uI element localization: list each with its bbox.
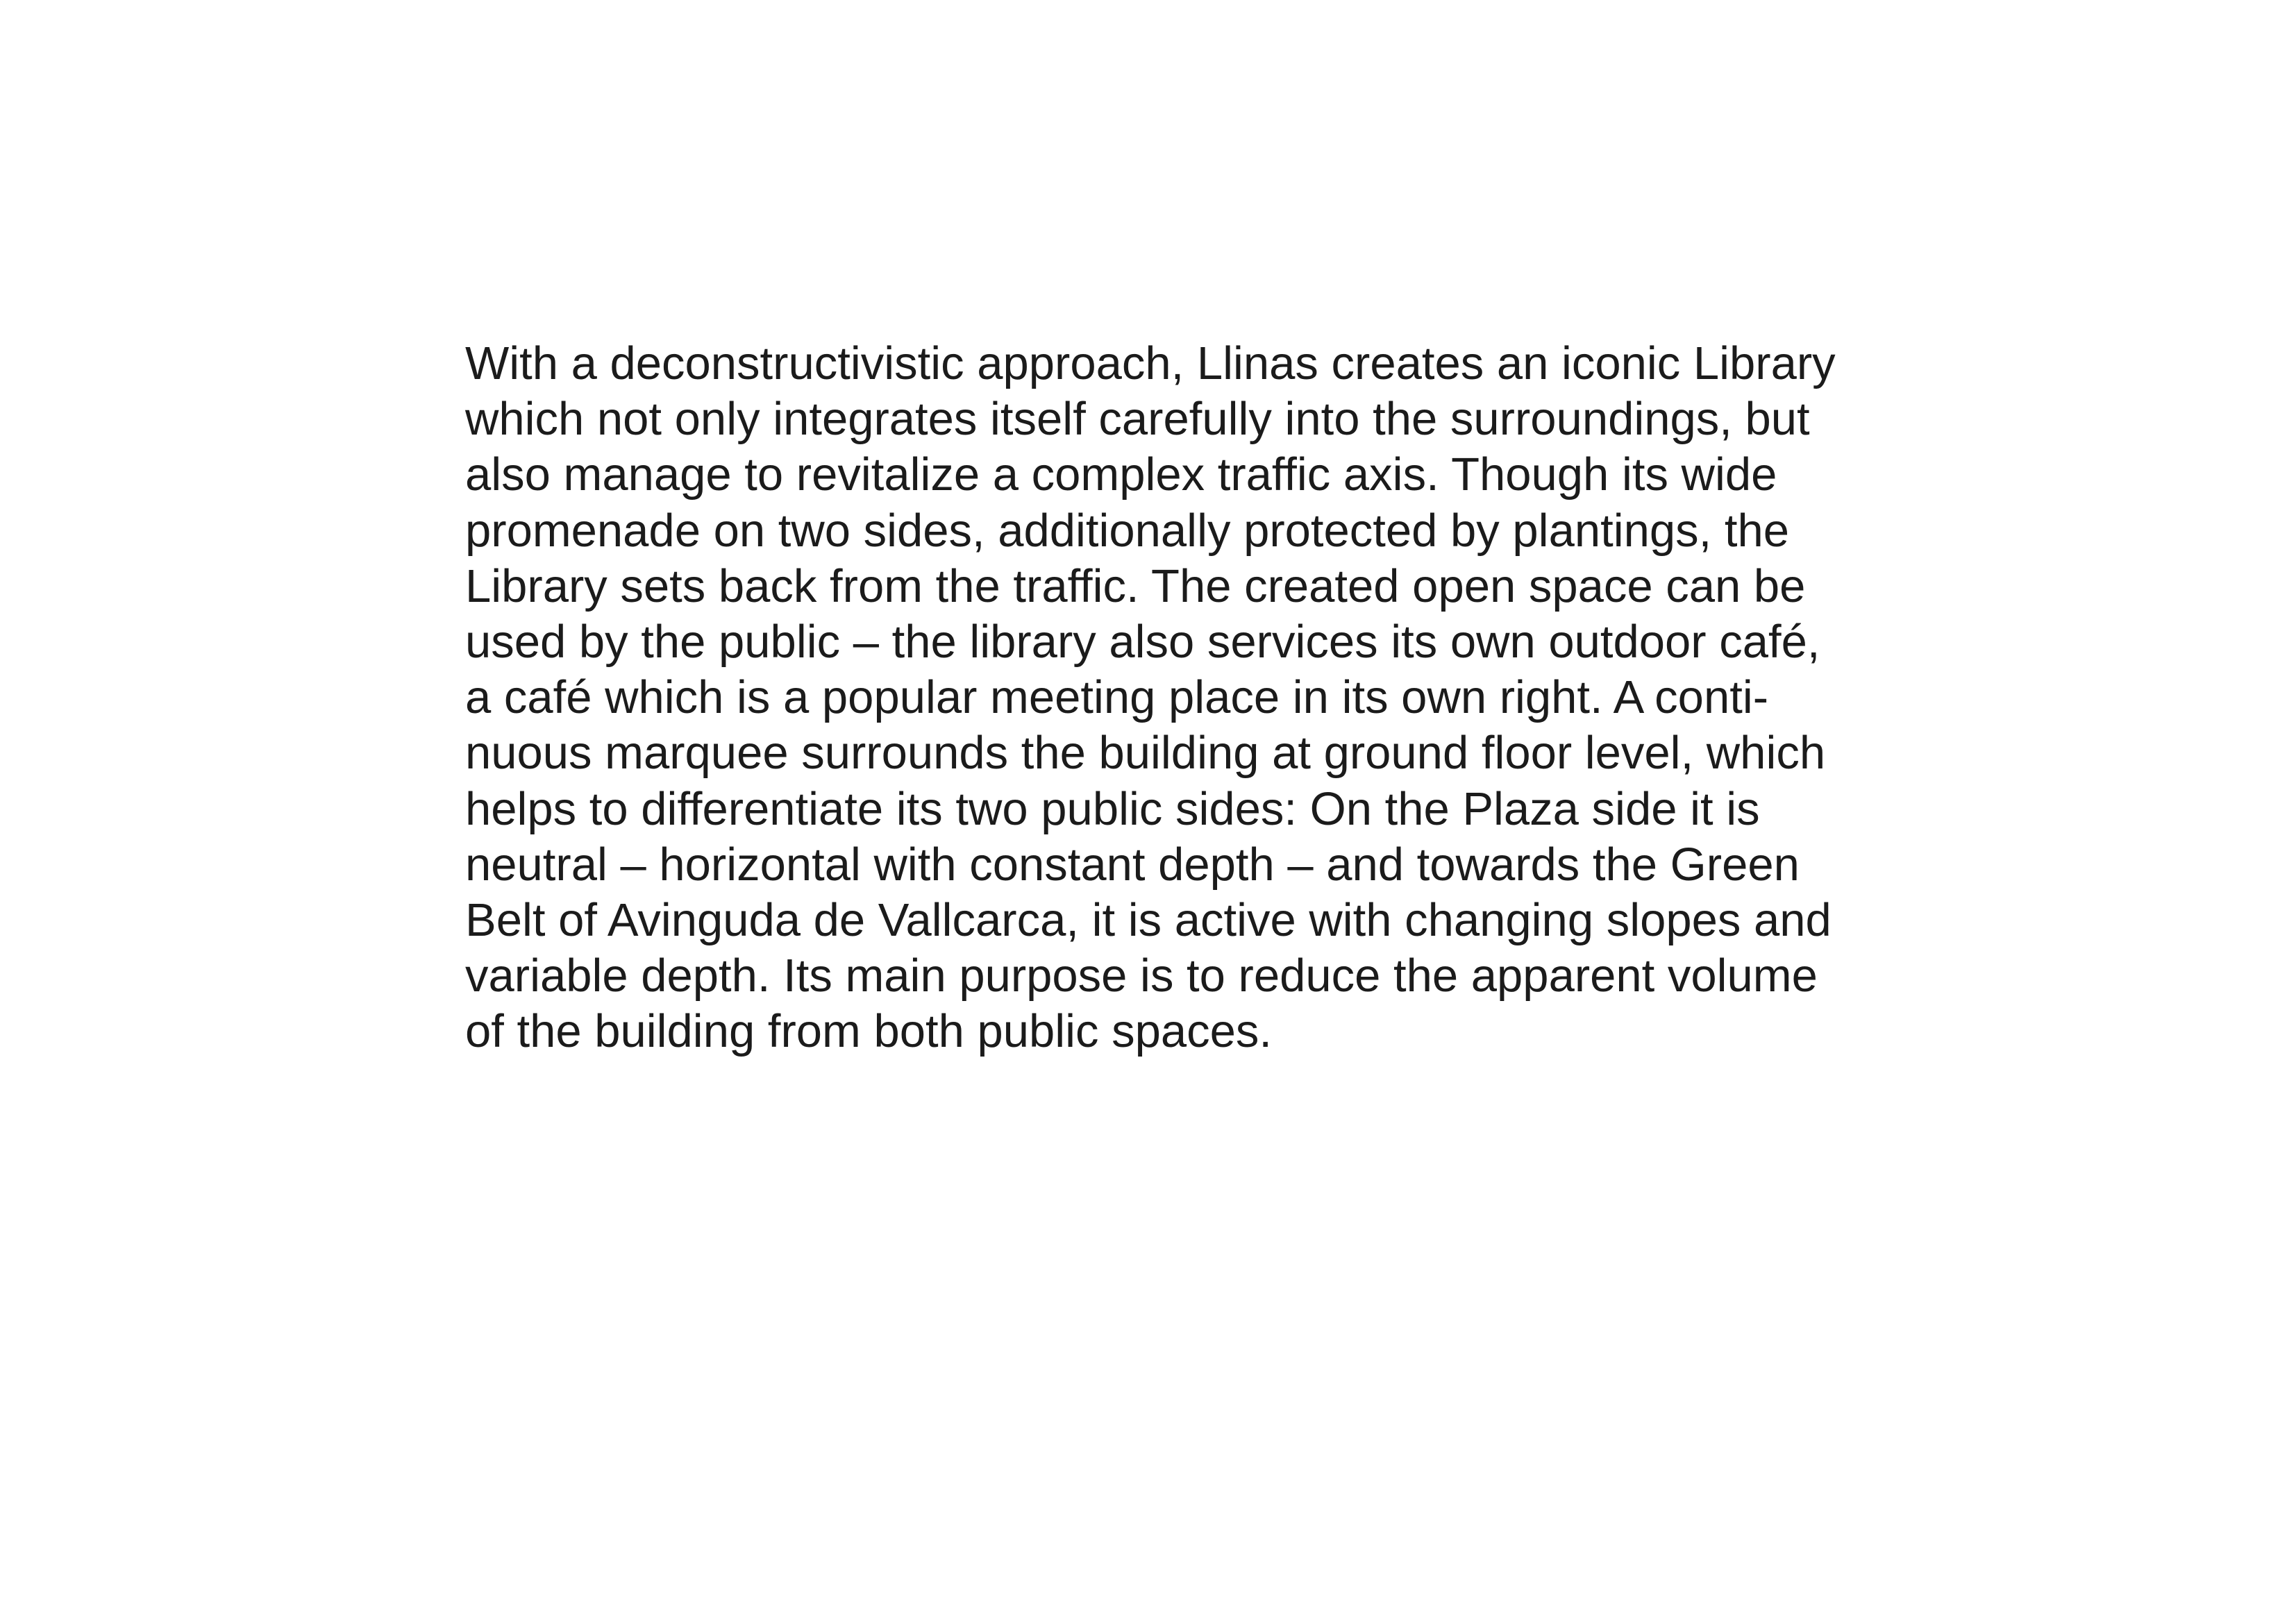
paragraph-line: neutral – horizontal with constant depth – and towards the Green <box>465 838 1800 891</box>
body-paragraph <box>465 336 1882 1060</box>
paragraph-line: Belt of Avinguda de Vallcarca, it is active with changing slopes and <box>465 894 1832 947</box>
paragraph-line: Library sets back from the traffic. The created open space can be <box>465 560 1806 612</box>
paragraph-line: promenade on two sides, additionally protected by plantings, the <box>465 504 1789 557</box>
paragraph-line: used by the public – the library also services its own outdoor café, <box>465 616 1820 668</box>
paragraph-line: of the building from both public spaces. <box>465 1005 1273 1058</box>
paragraph-line: which not only integrates itself carefully into the surroundings, but <box>465 393 1810 446</box>
paragraph-line: helps to differentiate its two public sides: On the Plaza side it is <box>465 782 1760 835</box>
paragraph-line: variable depth. Its main purpose is to reduce the apparent volume <box>465 950 1818 1002</box>
paragraph-line: nuous marquee surrounds the building at ground floor level, which <box>465 727 1826 780</box>
paragraph-line: also manage to revitalize a complex traffic axis. Though its wide <box>465 448 1777 501</box>
paragraph-line: With a deconstructivistic approach, Llinas creates an iconic Library <box>465 337 1836 389</box>
paragraph-line: a café which is a popular meeting place in its own right. A conti- <box>465 671 1769 724</box>
